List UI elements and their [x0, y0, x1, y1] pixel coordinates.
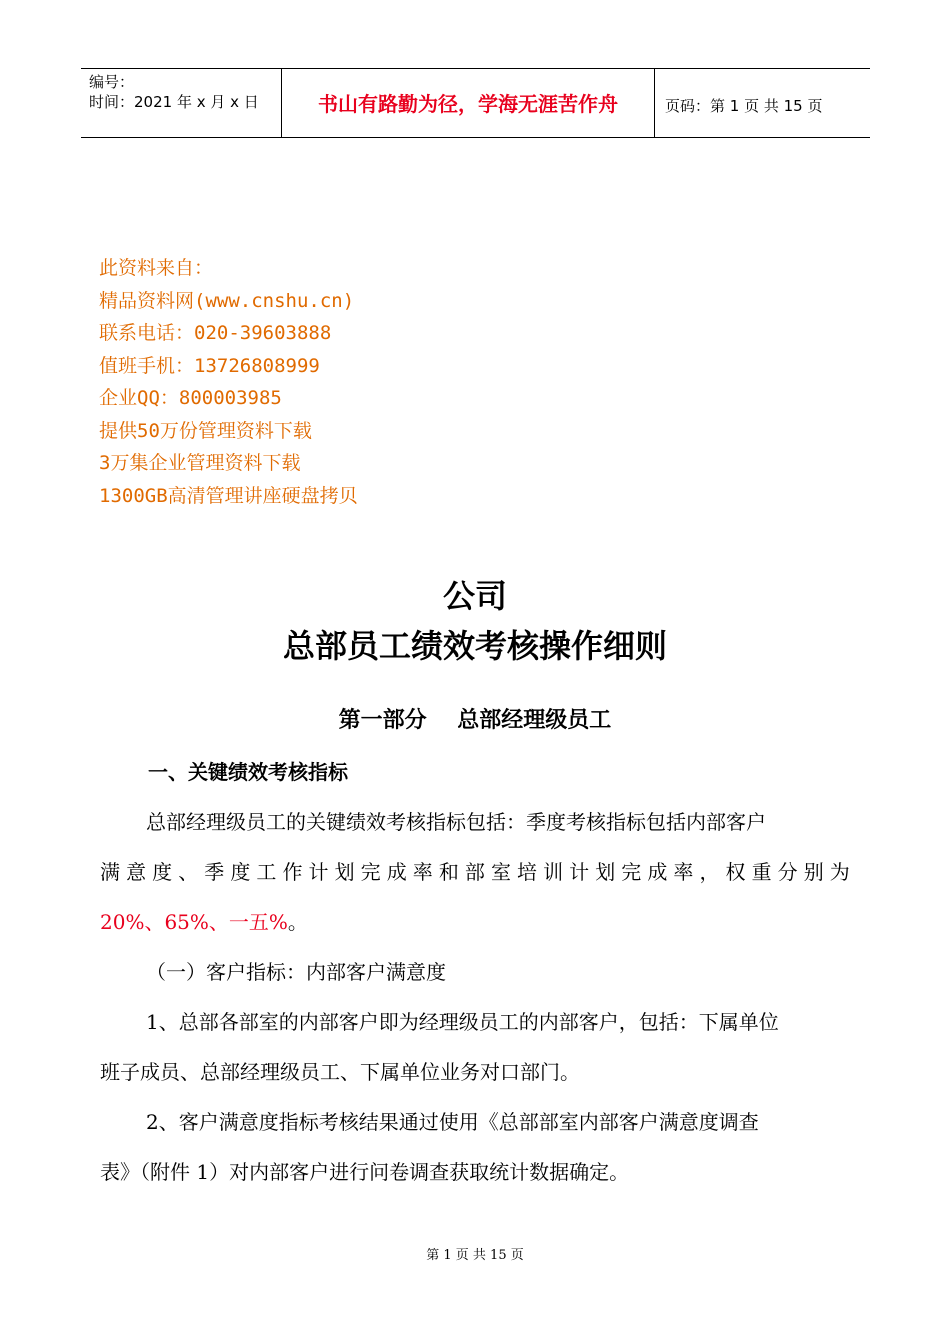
paragraph-char: 权: [725, 860, 746, 884]
paragraph-char: 满: [100, 860, 120, 884]
source-line: 3万集企业管理资料下载: [99, 452, 301, 474]
paragraph-char: 完: [621, 860, 642, 884]
header-page-cell: [655, 69, 869, 137]
source-line: 值班手机：13726808999: [99, 354, 320, 377]
paragraph-char: 率: [412, 860, 433, 884]
paragraph-line-end: 。: [287, 910, 308, 934]
paragraph-line: 总部经理级员工的关键绩效考核指标包括：季度考核指标包括内部客户: [146, 810, 766, 834]
paragraph-char: 培: [517, 860, 537, 884]
paragraph-line: 班子成员、总部经理级员工、下属单位业务对口部门。: [100, 1060, 580, 1084]
paragraph-char: 计: [308, 860, 329, 884]
source-line: 1300GB高清管理讲座硬盘拷贝: [99, 484, 358, 507]
paragraph-char: 成: [647, 860, 668, 884]
paragraph-line: 2、客户满意度指标考核结果通过使用《总部部室内部客户满意度调查: [146, 1110, 759, 1134]
subsection-heading: （一）客户指标：内部客户满意度: [146, 960, 446, 984]
source-line: 此资料来自：: [99, 257, 214, 279]
document-time-label: 时间：2021 年 x 月 x 日: [89, 93, 259, 111]
paragraph-line: [100, 896, 850, 948]
paragraph-char: 和: [438, 860, 459, 884]
paragraph-line: 表》（附件 1）对内部客户进行问卷调查获取统计数据确定。: [100, 1160, 630, 1184]
source-line: 提供50万份管理资料下载: [99, 419, 312, 442]
source-line: 精品资料网(www.cnshu.cn): [99, 289, 355, 312]
paragraph-char: 划: [334, 860, 355, 884]
part-heading: 第一部分 总部经理级员工: [338, 708, 612, 733]
paragraph-char: 重: [751, 860, 772, 884]
source-line: 联系电话：020-39603888: [99, 322, 332, 344]
paragraph-char: 完: [360, 860, 381, 884]
paragraph-char: 为: [829, 860, 850, 884]
paragraph-char: 部: [464, 860, 485, 884]
paragraph-char: 季: [204, 860, 225, 884]
paragraph-line: 1、总部各部室的内部客户即为经理级员工的内部客户，包括：下属单位: [146, 1010, 779, 1034]
page-header: [81, 68, 870, 138]
header-meta-cell: [81, 69, 282, 137]
paragraph-line-justified: [100, 846, 850, 898]
header-motto-cell: [282, 69, 655, 137]
paragraph-char: 、: [178, 860, 199, 884]
paragraph-char: ，: [699, 860, 720, 884]
paragraph-char: 作: [282, 860, 303, 884]
paragraph-char: 划: [595, 860, 616, 884]
paragraph-char: 率: [673, 860, 694, 884]
paragraph-char: 别: [803, 860, 824, 884]
paragraph-char: 工: [256, 860, 277, 884]
page-footer: 第 1 页 共 15 页: [426, 1248, 524, 1263]
paragraph-char: 意: [126, 860, 147, 884]
paragraph-char: 训: [543, 860, 564, 884]
source-line: 企业QQ：800003985: [99, 387, 282, 409]
header-page-info: 页码：第 1 页 共 15 页: [665, 97, 823, 115]
source-info-block: [99, 252, 358, 512]
paragraph-char: 室: [490, 860, 511, 884]
paragraph-char: 度: [230, 860, 251, 884]
document-title-line1: 公司: [442, 577, 507, 615]
weights-text: 20%、65%、一五%: [100, 910, 288, 934]
section-heading: 一、关键绩效考核指标: [148, 760, 348, 784]
document-title-line2: 总部员工绩效考核操作细则: [282, 627, 667, 665]
paragraph-char: 计: [569, 860, 590, 884]
paragraph-char: 度: [152, 860, 173, 884]
paragraph-char: 分: [777, 860, 798, 884]
document-number-label: 编号：: [89, 73, 135, 91]
header-motto: 书山有路勤为径，学海无涯苦作舟: [318, 92, 618, 116]
paragraph-char: 成: [386, 860, 407, 884]
